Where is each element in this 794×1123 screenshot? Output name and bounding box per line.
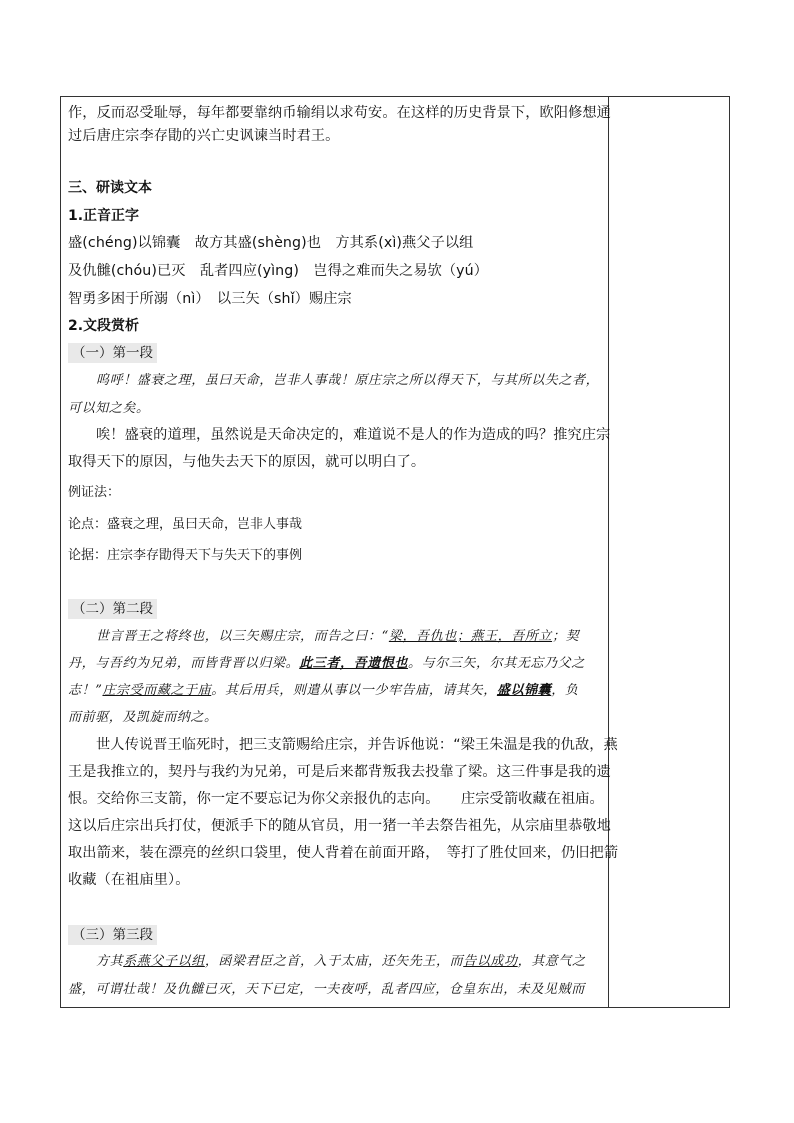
pronunciation-line-1: 盛(chéng)以锦囊 故方其盛(shèng)也 方其系(xì)燕父子以组 bbox=[68, 235, 474, 251]
lesson-table bbox=[60, 96, 730, 1008]
para2-orig-2b: 此三者，吾遗恨也 bbox=[299, 656, 409, 671]
intro-line-1: 作，反而忍受耻辱，每年都要靠纳币输绢以求苟安。在这样的历史背景下，欧阳修想通 bbox=[68, 105, 611, 121]
para1-original-2: 可以知之矣。 bbox=[68, 401, 150, 416]
para2-orig-1b: 梁，吾仇也；燕王，吾所立 bbox=[388, 629, 553, 644]
para2-original-2 bbox=[68, 654, 585, 674]
para1-translation-1: 唉！盛衰的道理，虽然说是天命决定的，难道说不是人的作为造成的吗？推究庄宗 bbox=[96, 427, 611, 443]
subsection-analysis: 2.文段赏析 bbox=[68, 318, 140, 334]
para3-label-box: （三）第三段 bbox=[68, 925, 157, 945]
para2-original-1 bbox=[68, 627, 579, 647]
section-title: 三、研读文本 bbox=[68, 180, 152, 196]
para2-translation-6: 收藏（在祖庙里）。 bbox=[68, 872, 190, 888]
para3-orig-1e: ，其意气之 bbox=[517, 954, 586, 969]
para1-label-box: （一）第一段 bbox=[68, 343, 157, 363]
para2-translation-2: 王是我推立的，契丹与我约为兄弟，可是后来都背叛我去投靠了梁。这三件事是我的遗 bbox=[68, 764, 611, 780]
pronunciation-line-3: 智勇多困于所溺（nì） 以三矢（shǐ）赐庄宗 bbox=[68, 291, 352, 307]
para1-method: 例证法： bbox=[68, 485, 121, 500]
para3-orig-1d: 告以成功 bbox=[463, 954, 518, 969]
para2-label-box: （二）第二段 bbox=[68, 599, 157, 619]
para2-orig-2a: 丹，与吾约为兄弟，而皆背晋以归梁。 bbox=[68, 656, 300, 671]
para2-orig-1a: 世言晋王之将终也，以三矢赐庄宗，而告之曰：“ bbox=[96, 629, 389, 644]
subsection-pronunciation: 1.正音正字 bbox=[68, 208, 140, 224]
para2-orig-3c: 。其后用兵，则遣从事以一少牢告庙，请其矢， bbox=[211, 683, 497, 698]
para1-original-1: 呜呼！盛衰之理，虽曰天命，岂非人事哉！原庄宗之所以得天下，与其所以失之者， bbox=[96, 373, 600, 388]
para2-original-3 bbox=[68, 681, 578, 701]
para3-orig-1c: ，函梁君臣之首，入于太庙，还矢先王，而 bbox=[204, 954, 464, 969]
column-divider bbox=[608, 97, 609, 1007]
para2-orig-3e: ，负 bbox=[551, 683, 579, 698]
para2-translation-5: 取出箭来，装在漂亮的丝织口袋里，使人背着在前面开路， 等打了胜仗回来，仍旧把箭 bbox=[68, 845, 619, 861]
para3-orig-1a: 方其 bbox=[96, 954, 124, 969]
para3-label bbox=[68, 925, 157, 945]
para3-original-2: 盛，可谓壮哉！及仇雠已灭，天下已定，一夫夜呼，乱者四应，仓皇东出，未及见贼而 bbox=[68, 982, 585, 997]
para2-orig-1c: ；契 bbox=[552, 629, 580, 644]
para2-label bbox=[68, 599, 157, 619]
para1-label bbox=[68, 343, 157, 363]
para2-translation-4: 这以后庄宗出兵打仗，便派手下的随从官员，用一猪一羊去祭告祖先，从宗庙里恭敬地 bbox=[68, 818, 611, 834]
para2-original-4: 而前驱，及凯旋而纳之。 bbox=[68, 710, 218, 725]
para1-argument-evidence: 论据：庄宗李存勖得天下与失天下的事例 bbox=[68, 548, 303, 563]
para2-orig-2c: 。与尔三矢，尔其无忘乃父之 bbox=[408, 656, 585, 671]
para3-orig-1b: 系燕父子以组 bbox=[123, 954, 205, 969]
para2-orig-3b: 庄宗受而藏之于庙 bbox=[102, 683, 212, 698]
para3-original-1 bbox=[68, 952, 586, 972]
para2-orig-3d: 盛以锦囊 bbox=[496, 683, 552, 698]
pronunciation-line-2: 及仇雠(chóu)已灭 乱者四应(yìng) 岂得之难而失之易欤（yú） bbox=[68, 263, 489, 279]
para1-translation-2: 取得天下的原因，与他失去天下的原因，就可以明白了。 bbox=[68, 454, 426, 470]
para1-argument-point: 论点：盛衰之理，虽曰天命，岂非人事哉 bbox=[68, 517, 303, 532]
para2-translation-1: 世人传说晋王临死时，把三支箭赐给庄宗，并告诉他说：“梁王朱温是我的仇敌，燕 bbox=[96, 737, 618, 753]
para2-translation-3: 恨。交给你三支箭，你一定不要忘记为你父亲报仇的志向。 庄宗受箭收藏在祖庙。 bbox=[68, 791, 604, 807]
para2-orig-3a: 志！” bbox=[68, 683, 103, 698]
intro-line-2: 过后唐庄宗李存勖的兴亡史讽谏当时君王。 bbox=[68, 128, 340, 144]
